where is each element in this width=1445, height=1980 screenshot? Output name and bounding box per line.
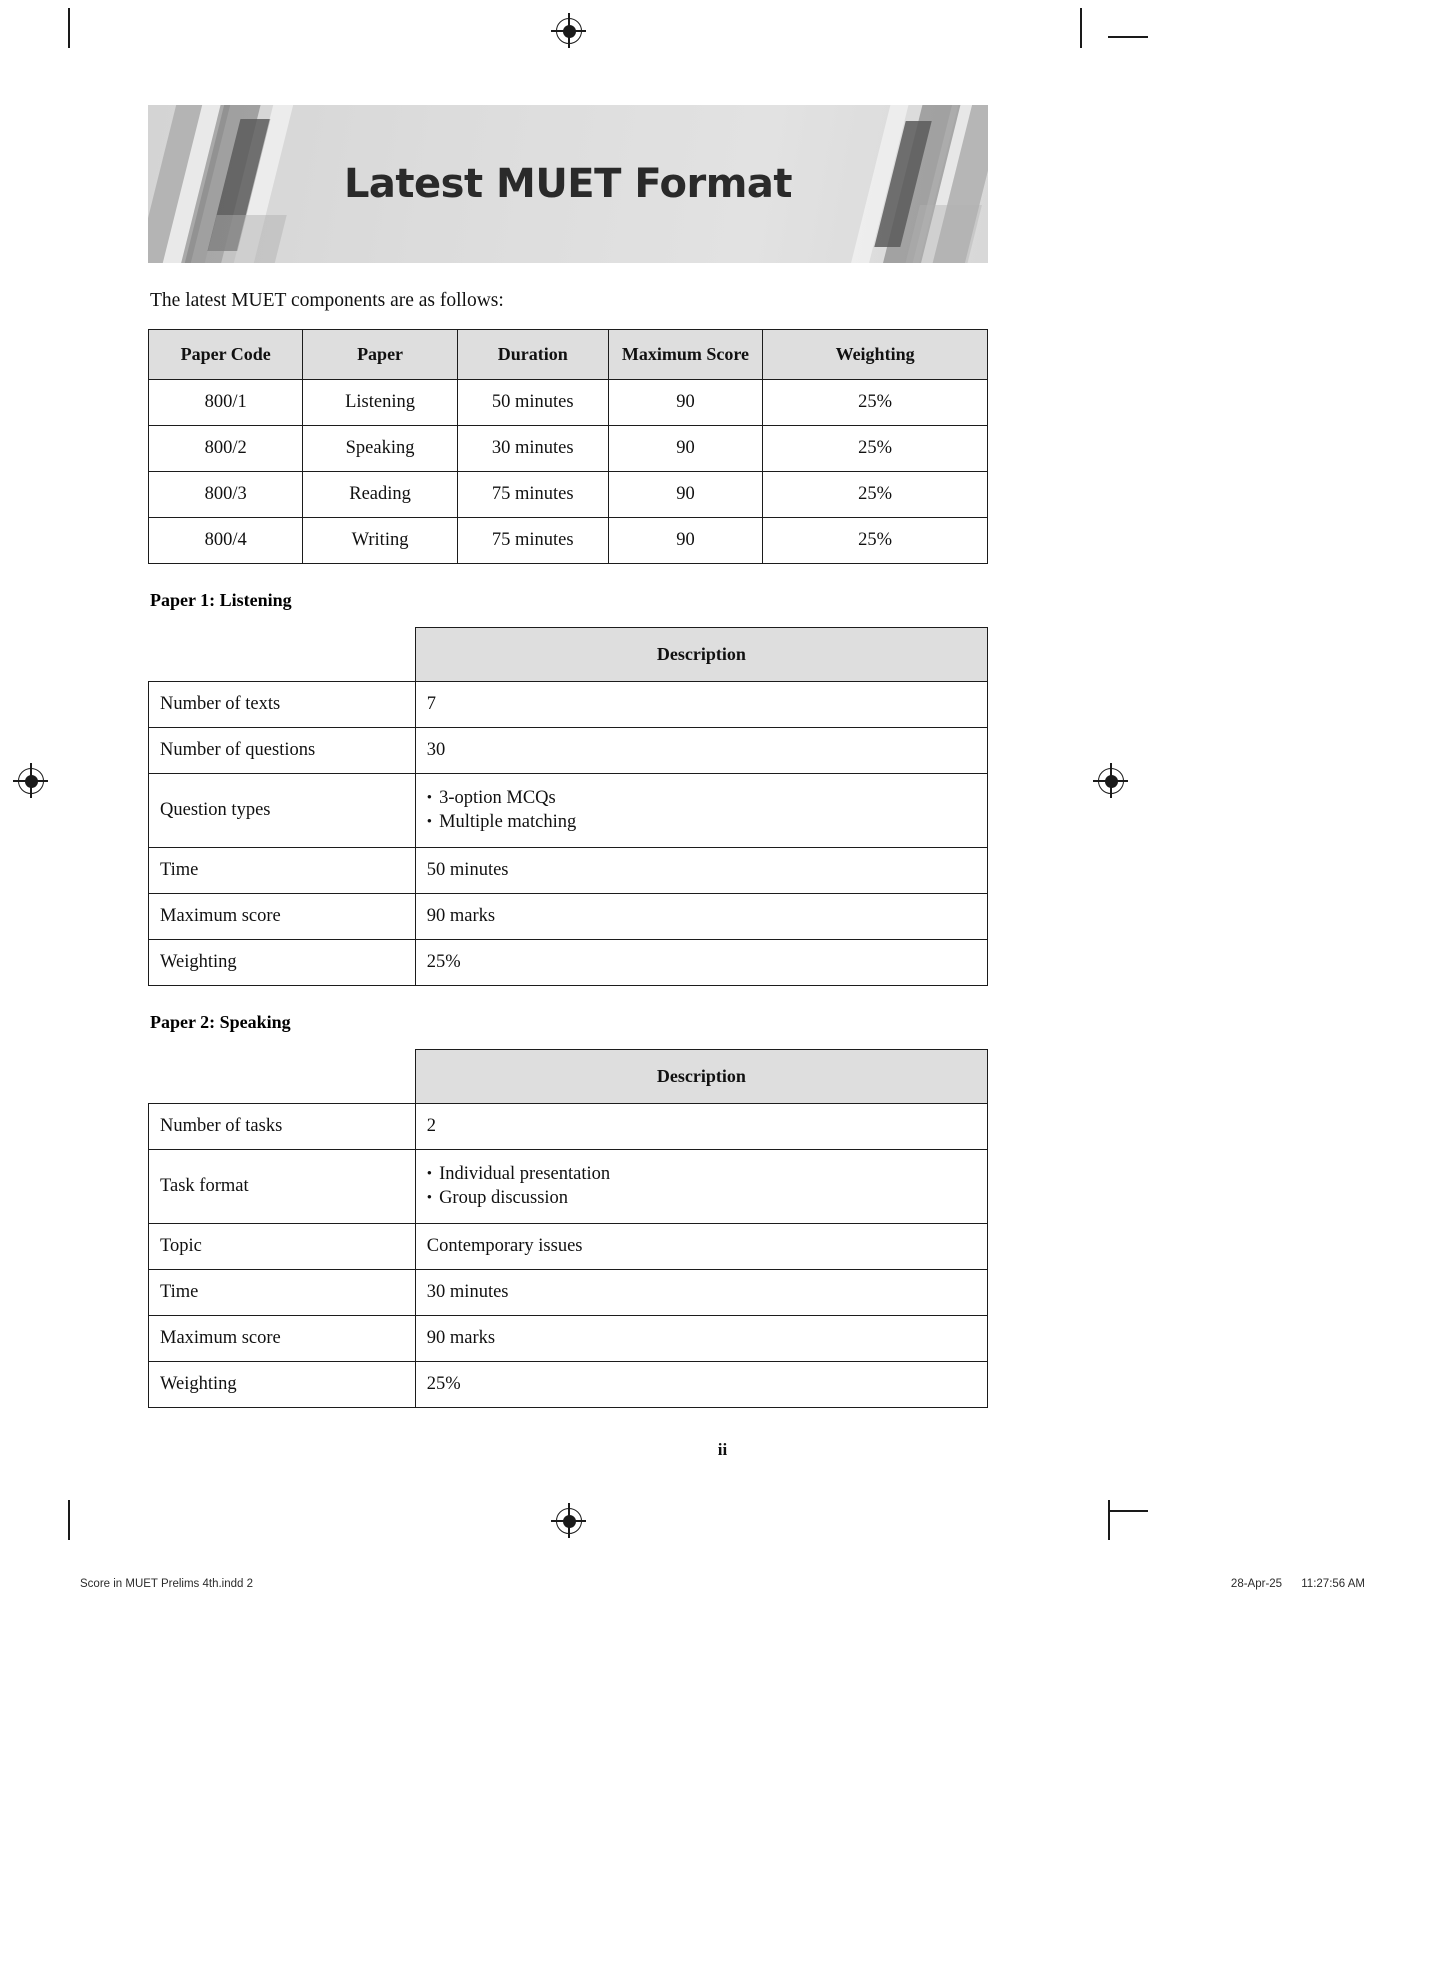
row-label: Number of texts <box>149 682 416 728</box>
row-label: Maximum score <box>149 893 416 939</box>
footer-date: 28-Apr-25 <box>1230 1578 1283 1590</box>
cell-duration: 50 minutes <box>457 380 608 426</box>
list-item: • 3-option MCQs <box>427 786 976 810</box>
cell-maximum-score: 90 <box>608 426 762 472</box>
crop-mark-top-right-h <box>1108 36 1148 38</box>
table-row <box>149 1269 988 1315</box>
cell-paper-code: 800/3 <box>149 472 303 518</box>
row-label: Weighting <box>149 1361 416 1407</box>
muet-components-table <box>148 329 988 564</box>
row-value: 30 <box>415 728 987 774</box>
footer-timestamp <box>1215 1578 1365 1590</box>
page-number: ii <box>717 1440 728 1459</box>
registration-mark-bottom <box>556 1508 582 1534</box>
cell-paper: Speaking <box>303 426 457 472</box>
table-header-row <box>149 628 988 682</box>
row-label: Time <box>149 1269 416 1315</box>
column-header-maximum-score: Maximum Score <box>608 330 762 380</box>
table-row <box>149 518 988 564</box>
page-content <box>148 105 988 1408</box>
row-value: 25% <box>415 939 987 985</box>
page-title: Latest MUET Format <box>343 161 793 207</box>
table-header-row <box>149 330 988 380</box>
crop-mark-top-left-h <box>1080 8 1082 48</box>
row-label: Time <box>149 847 416 893</box>
column-header-blank <box>149 1049 416 1103</box>
cell-maximum-score: 90 <box>608 380 762 426</box>
registration-mark-right <box>1098 768 1124 794</box>
table-header-row <box>149 1049 988 1103</box>
table-row <box>149 728 988 774</box>
table-row <box>149 1223 988 1269</box>
table-row <box>149 893 988 939</box>
table-row <box>149 1149 988 1223</box>
paper-2-speaking-table <box>148 1049 988 1408</box>
print-footer <box>80 1578 1365 1590</box>
crop-mark-bottom-left-v <box>68 1500 70 1540</box>
table-row <box>149 847 988 893</box>
cell-weighting: 25% <box>763 518 988 564</box>
column-header-description: Description <box>415 1049 987 1103</box>
row-label: Task format <box>149 1149 416 1223</box>
list-item: • Group discussion <box>427 1186 976 1210</box>
table-row <box>149 1103 988 1149</box>
column-header-paper: Paper <box>303 330 457 380</box>
cell-duration: 75 minutes <box>457 518 608 564</box>
row-value: 30 minutes <box>415 1269 987 1315</box>
table-row <box>149 426 988 472</box>
cell-maximum-score: 90 <box>608 518 762 564</box>
cell-duration: 30 minutes <box>457 426 608 472</box>
row-label: Number of questions <box>149 728 416 774</box>
crop-mark-top-left-v <box>68 8 70 48</box>
cell-paper-code: 800/4 <box>149 518 303 564</box>
page-banner <box>148 105 988 263</box>
cell-weighting: 25% <box>763 426 988 472</box>
list-item: • Individual presentation <box>427 1162 976 1186</box>
table-row <box>149 472 988 518</box>
cell-paper: Listening <box>303 380 457 426</box>
row-label: Number of tasks <box>149 1103 416 1149</box>
registration-mark-left <box>18 768 44 794</box>
cell-weighting: 25% <box>763 472 988 518</box>
table-row <box>149 774 988 848</box>
column-header-duration: Duration <box>457 330 608 380</box>
row-value <box>415 1149 987 1223</box>
footer-time: 11:27:56 AM <box>1301 1578 1365 1590</box>
row-value: 50 minutes <box>415 847 987 893</box>
row-value <box>415 774 987 848</box>
registration-mark-top <box>556 18 582 44</box>
table-row <box>149 1361 988 1407</box>
column-header-paper-code: Paper Code <box>149 330 303 380</box>
column-header-description: Description <box>415 628 987 682</box>
list-item: • Multiple matching <box>427 810 976 834</box>
column-header-blank <box>149 628 416 682</box>
cell-paper-code: 800/1 <box>149 380 303 426</box>
table-row <box>149 380 988 426</box>
cell-weighting: 25% <box>763 380 988 426</box>
cell-maximum-score: 90 <box>608 472 762 518</box>
cell-paper: Reading <box>303 472 457 518</box>
table-row <box>149 682 988 728</box>
row-label: Weighting <box>149 939 416 985</box>
footer-file-name: Score in MUET Prelims 4th.indd 2 <box>80 1578 253 1590</box>
row-value: Contemporary issues <box>415 1223 987 1269</box>
crop-mark-bottom-right-h <box>1108 1510 1148 1512</box>
crop-mark-bottom-right-v <box>1108 1500 1110 1540</box>
section-heading-paper-2: Paper 2: Speaking <box>150 1011 291 1032</box>
row-value: 7 <box>415 682 987 728</box>
row-label: Maximum score <box>149 1315 416 1361</box>
row-value: 90 marks <box>415 893 987 939</box>
cell-paper-code: 800/2 <box>149 426 303 472</box>
bullet-list <box>427 1162 976 1211</box>
table-row <box>149 1315 988 1361</box>
row-value: 90 marks <box>415 1315 987 1361</box>
section-heading-paper-1: Paper 1: Listening <box>150 590 292 610</box>
table-row <box>149 939 988 985</box>
row-value: 25% <box>415 1361 987 1407</box>
bullet-list <box>427 786 976 835</box>
cell-duration: 75 minutes <box>457 472 608 518</box>
row-label: Question types <box>149 774 416 848</box>
intro-paragraph: The latest MUET components are as follows: <box>150 290 504 311</box>
column-header-weighting: Weighting <box>763 330 988 380</box>
paper-1-listening-table <box>148 627 988 986</box>
row-label: Topic <box>149 1223 416 1269</box>
cell-paper: Writing <box>303 518 457 564</box>
row-value: 2 <box>415 1103 987 1149</box>
